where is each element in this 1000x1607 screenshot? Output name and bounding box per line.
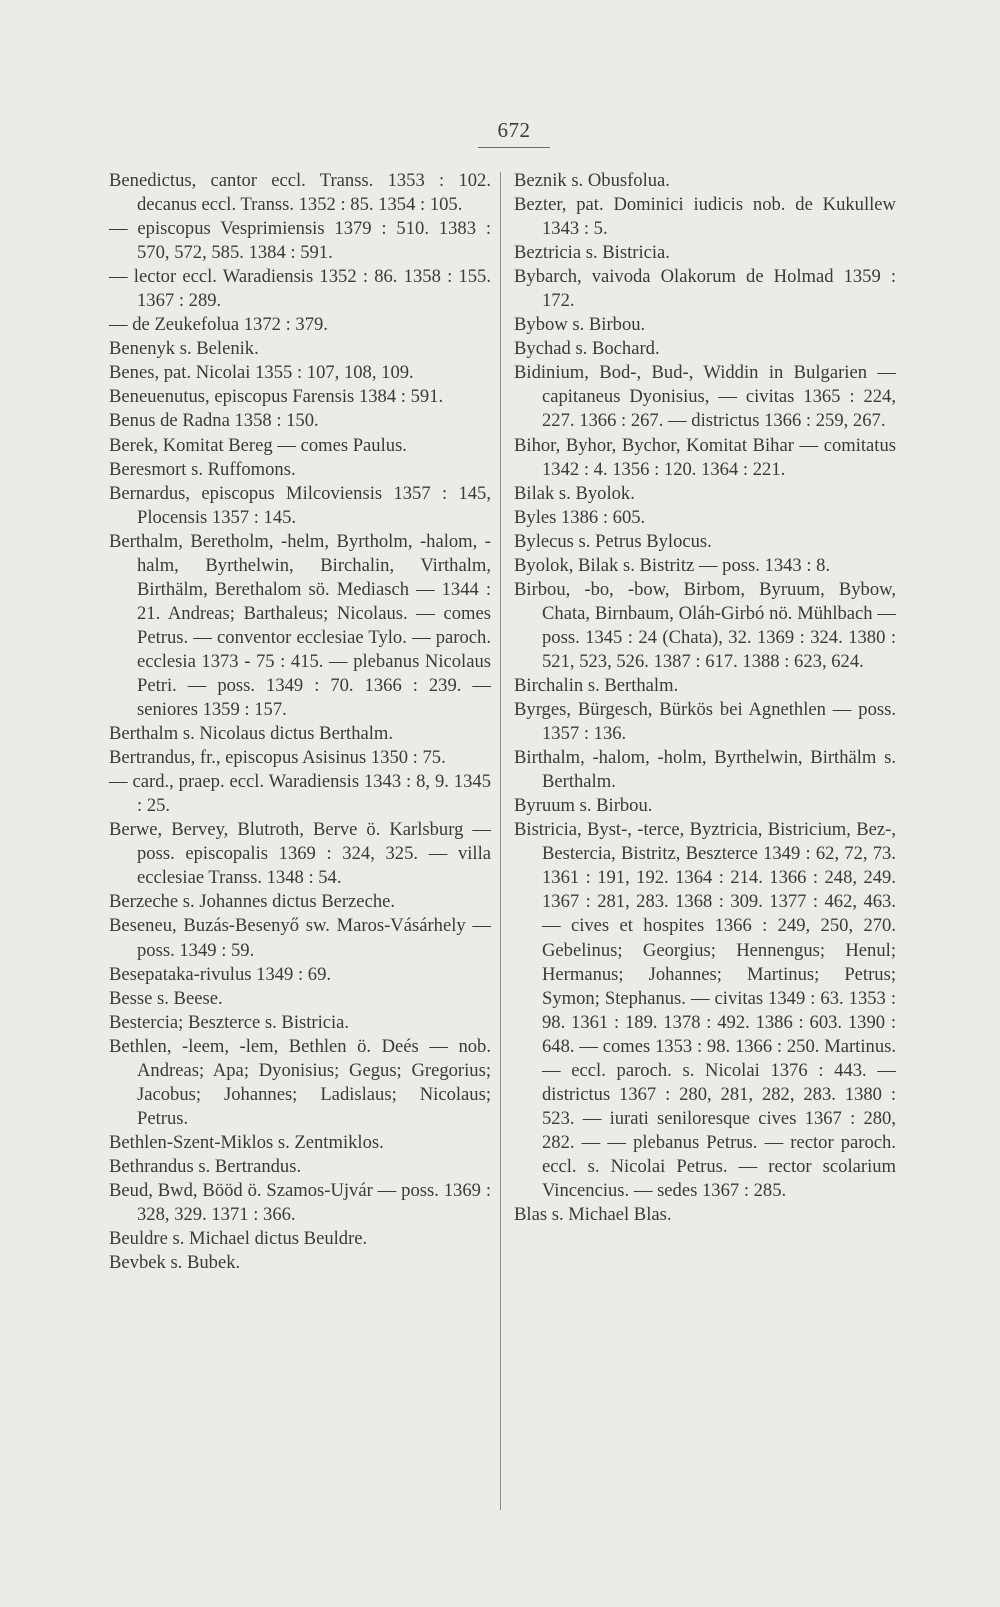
index-entry: Beresmort s. Ruffomons. — [109, 458, 296, 480]
index-entry: Beuldre s. Michael dictus Beuldre. — [109, 1228, 368, 1250]
index-entry: Beneuenutus, episcopus Farensis 1384 : 591. — [109, 386, 444, 408]
index-entry: — lector eccl. Waradiensis 1352 : 86. 1358 : 155. 1367 : 289. — [109, 266, 491, 312]
index-entry: Bethrandus s. Bertrandus. — [109, 1155, 302, 1177]
index-entry: Berthalm, Beretholm, -helm, Byrtholm, -halom, -halm, Byrthelwin, Birchalin, Virthalm, Birthälm, Berethalom sö. Mediasch — 1344 : 21. Andreas; Barthaleus; Nicolaus. — comes Petrus. — conventor ecclesiae Tylo. — paroch. ecclesia 1373 - 75 : 415. — plebanus Nicolaus Petri. — poss. 1349 : 70. 1366 : 239. — seniores 1359 : 157. — [109, 530, 491, 721]
index-entry: Beztricia s. Bistricia. — [514, 242, 670, 264]
index-entry: Bybow s. Birbou. — [514, 314, 646, 336]
index-entry: Berthalm s. Nicolaus dictus Berthalm. — [109, 723, 394, 745]
index-entry: Bihor, Byhor, Bychor, Komitat Bihar — comitatus 1342 : 4. 1356 : 120. 1364 : 221. — [514, 434, 896, 480]
right-column — [514, 169, 896, 1227]
index-entry: Bernardus, episcopus Milcoviensis 1357 : 145, Plocensis 1357 : 145. — [109, 482, 491, 528]
index-entry: Beud, Bwd, Bööd ö. Szamos-Ujvár — poss. 1369 : 328, 329. 1371 : 366. — [109, 1179, 491, 1226]
index-entry: Besse s. Beese. — [109, 987, 223, 1009]
index-entry: Bethlen, -leem, -lem, Bethlen ö. Deés — nob. Andreas; Apa; Dyonisius; Gegus; Gregorius; Jacobus; Johannes; Ladislaus; Nicolaus; Petrus. — [109, 1035, 491, 1129]
index-entry: Bethlen-Szent-Miklos s. Zentmiklos. — [109, 1131, 384, 1153]
index-entry: Byles 1386 : 605. — [514, 506, 646, 528]
index-entry: Bevbek s. Bubek. — [109, 1252, 241, 1274]
index-entry: — card., praep. eccl. Waradiensis 1343 : 8, 9. 1345 : 25. — [109, 771, 491, 817]
index-entry: Byruum s. Birbou. — [514, 795, 653, 817]
index-entry: Beznik s. Obusfolua. — [514, 170, 670, 191]
index-entry: Byolok, Bilak s. Bistritz — poss. 1343 : 8. — [514, 554, 831, 576]
index-entry: Bistricia, Byst-, -terce, Byztricia, Bistricium, Bez-, Bestercia, Bistritz, Beszterce 1349 : 62, 72, 73. 1361 : 191, 192. 1364 : 214. 1366 : 248, 249. 1367 : 281, 283. 1368 : 309. 1377 : 462, 463. — cives et hospites 1366 : 249, 250, 270. Gebelinus; Georgius; Hennengus; Henul; Hermanus; Johannes; Martinus; Petrus; Symon; Stephanus. — civitas 1349 : 63. 1353 : 98. 1361 : 189. 1378 : 492. 1386 : 603. 1390 : 648. — comes 1353 : 98. 1366 : 250. Martinus. — eccl. paroch. s. Nicolai 1376 : 443. — districtus 1367 : 280, 281, 282, 283. 1380 : 523. — iurati seniloresque cives 1367 : 280, 282. — — plebanus Petrus. — rector paroch. eccl. s. Nicolai Petrus. — rector scolarium Vincencius. — sedes 1367 : 285. — [514, 819, 896, 1201]
page-number: 672 — [497, 118, 531, 142]
index-entry: Benes, pat. Nicolai 1355 : 107, 108, 109. — [109, 362, 414, 384]
index-entry: Bertrandus, fr., episcopus Asisinus 1350 : 75. — [109, 747, 446, 769]
index-entry: Birthalm, -halom, -holm, Byrthelwin, Birthälm s. Berthalm. — [514, 747, 896, 793]
page-number-rule — [478, 147, 550, 148]
index-entry: Besepataka-rivulus 1349 : 69. — [109, 963, 332, 985]
index-entry: Birchalin s. Berthalm. — [514, 674, 679, 696]
index-entry: Bidinium, Bod-, Bud-, Widdin in Bulgarien — capitaneus Dyonisius, — civitas 1365 : 224, 227. 1366 : 267. — districtus 1366 : 259, 267. — [514, 362, 896, 432]
index-entry: Blas s. Michael Blas. — [514, 1204, 672, 1226]
index-entry: Bilak s. Byolok. — [514, 482, 635, 504]
index-entry: Beseneu, Buzás-Besenyő sw. Maros-Vásárhely — poss. 1349 : 59. — [109, 915, 491, 961]
index-entry: Bezter, pat. Dominici iudicis nob. de Kukullew 1343 : 5. — [514, 194, 896, 240]
column-divider — [500, 172, 501, 1510]
index-entry: Benenyk s. Belenik. — [109, 338, 259, 360]
index-entry: Benus de Radna 1358 : 150. — [109, 410, 319, 432]
index-entry: Benedictus, cantor eccl. Transs. 1353 : 102. decanus eccl. Transs. 1352 : 85. 1354 : 105. — [109, 170, 491, 216]
index-entry: Bychad s. Bochard. — [514, 338, 660, 360]
index-entry: Bybarch, vaivoda Olakorum de Holmad 1359 : 172. — [514, 266, 896, 312]
index-entry: — de Zeukefolua 1372 : 379. — [109, 314, 328, 336]
index-entry: Birbou, -bo, -bow, Birbom, Byruum, Bybow, Chata, Birnbaum, Oláh-Girbó nö. Mühlbach — poss. 1345 : 24 (Chata), 32. 1369 : 324. 1380 : 521, 523, 526. 1387 : 617. 1388 : 623, 624. — [514, 578, 896, 672]
index-entry: Bestercia; Beszterce s. Bistricia. — [109, 1011, 350, 1033]
index-entry: Berzeche s. Johannes dictus Berzeche. — [109, 891, 396, 913]
index-entry: — episcopus Vesprimiensis 1379 : 510. 1383 : 570, 572, 585. 1384 : 591. — [109, 218, 491, 264]
index-entry: Byrges, Bürgesch, Bürkös bei Agnethlen — poss. 1357 : 136. — [514, 699, 896, 745]
index-entry: Berwe, Bervey, Blutroth, Berve ö. Karlsburg — poss. episcopalis 1369 : 324, 325. — villa ecclesiae Transs. 1348 : 54. — [109, 819, 491, 889]
left-column — [109, 169, 491, 1275]
index-entry: Bylecus s. Petrus Bylocus. — [514, 530, 712, 552]
index-entry: Berek, Komitat Bereg — comes Paulus. — [109, 434, 407, 456]
